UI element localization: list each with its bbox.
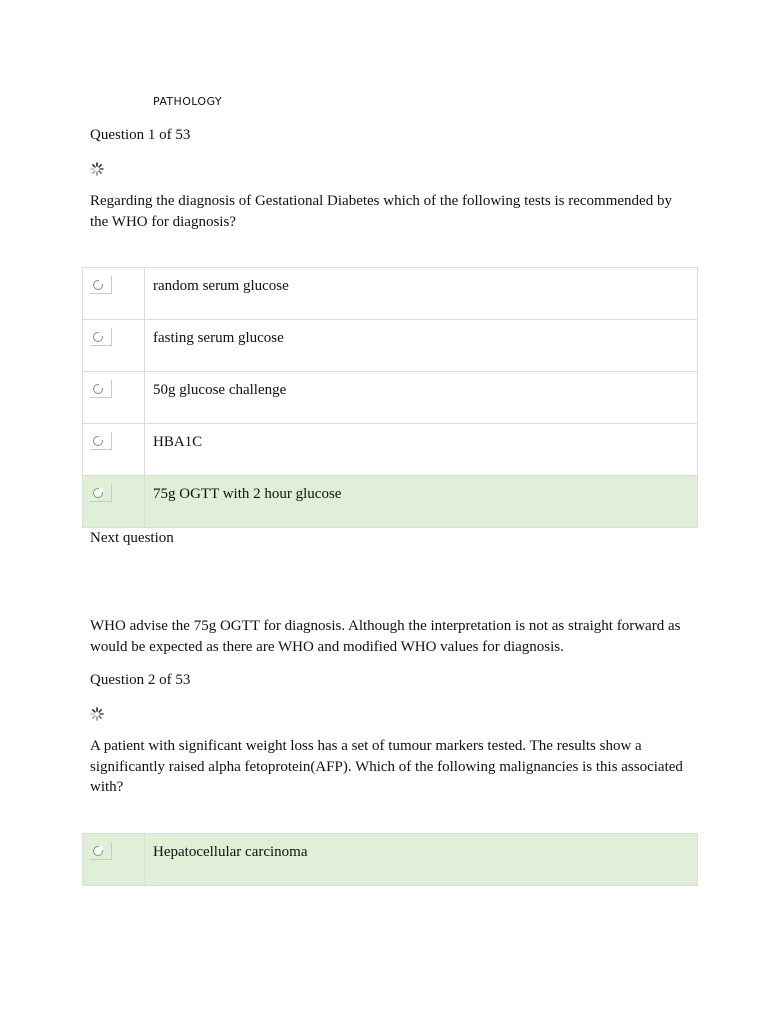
radio-cell [83,424,145,475]
radio-cell [83,476,145,527]
radio-button[interactable] [90,380,112,398]
radio-cell [83,372,145,423]
question-1-answers [82,267,698,528]
radio-cell [83,834,145,885]
answer-option-label: random serum glucose [153,278,289,294]
question-2-answers [82,833,698,886]
radio-circle-icon [93,488,103,498]
answer-option-label: HBA1C [153,434,203,450]
radio-button[interactable] [90,842,112,860]
radio-circle-icon [93,384,103,394]
answer-option-row[interactable] [83,424,697,476]
radio-circle-icon [93,332,103,342]
radio-button[interactable] [90,276,112,294]
next-question-link[interactable]: Next question [90,530,174,546]
answer-option-label: Hepatocellular carcinoma [153,844,308,860]
answer-option-label: 50g glucose challenge [153,382,287,398]
question-2-text: A patient with significant weight loss has a set of tumour markers tested. The results show a significantly raised alpha fetoprotein(AFP). Which of the following malignancies is this associated with? [90,738,683,795]
radio-circle-icon [93,436,103,446]
radio-cell [83,320,145,371]
question-2-counter: Question 2 of 53 [90,672,191,688]
radio-button[interactable] [90,432,112,450]
answer-option-row-correct[interactable] [83,834,697,886]
question-1-explanation: WHO advise the 75g OGTT for diagnosis. Although the interpretation is not as straight forward as would be expected as there are WHO and modified WHO values for diagnosis. [90,618,681,655]
answer-option-label: fasting serum glucose [153,330,284,346]
radio-circle-icon [93,846,103,856]
loading-spinner-icon [89,706,105,722]
answer-option-row[interactable] [83,268,697,320]
radio-button[interactable] [90,484,112,502]
question-1-counter: Question 1 of 53 [90,127,191,143]
page-heading: PATHOLOGY [153,95,222,108]
answer-option-row-correct[interactable] [83,476,697,528]
answer-option-row[interactable] [83,320,697,372]
answer-option-label: 75g OGTT with 2 hour glucose [153,486,342,502]
answer-option-row[interactable] [83,372,697,424]
radio-cell [83,268,145,319]
loading-spinner-icon [89,161,105,177]
radio-circle-icon [93,280,103,290]
question-1-text: Regarding the diagnosis of Gestational Diabetes which of the following tests is recommended by the WHO for diagnosis? [90,193,672,230]
radio-button[interactable] [90,328,112,346]
